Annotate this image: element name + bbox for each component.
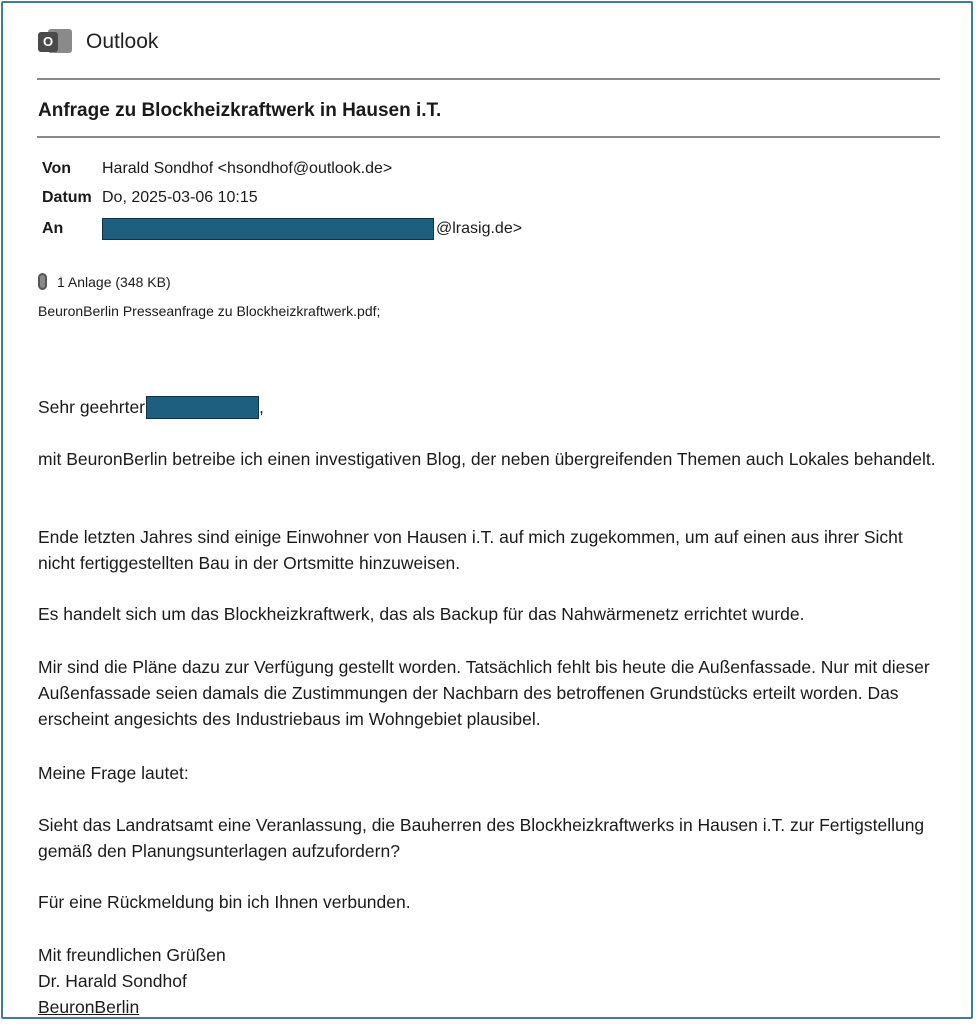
body-paragraph-3: Es handelt sich um das Blockheizkraftwerk, das als Backup für das Nahwärmenetz errichtet wurde. <box>38 604 805 624</box>
body-paragraph-4: Mir sind die Pläne dazu zur Verfügung gestellt worden. Tatsächlich fehlt bis heute die Außenfassade. Nur mit dieser Außenfassade seien damals die Zustimmungen der Nachbarn des betroffenen Grundstücks erteilt worden. Das erscheint angesichts des Industriebaus im Wohngebiet plausibel. <box>38 657 930 729</box>
signature-name: Dr. Harald Sondhof <box>38 971 187 991</box>
email-frame <box>1 1 973 1019</box>
body-paragraph-2: Ende letzten Jahres sind einige Einwohner von Hausen i.T. auf mich zugekommen, um auf einen aus ihrer Sicht nicht fertiggestellten Bau in der Ortsmitte hinzuweisen. <box>38 527 903 573</box>
greeting <box>38 394 938 420</box>
attachment-summary <box>38 273 171 290</box>
to-suffix[interactable]: @lrasig.de> <box>436 220 523 237</box>
body-paragraph-7: Für eine Rückmeldung bin ich Ihnen verbunden. <box>38 892 411 912</box>
divider-subject <box>37 136 940 138</box>
greeting-suffix: , <box>259 397 264 417</box>
paperclip-icon <box>38 273 47 290</box>
outlook-logo-letter: O <box>38 32 58 52</box>
body-paragraph-5: Meine Frage lautet: <box>38 763 189 783</box>
from-label: Von <box>42 160 72 177</box>
email-subject: Anfrage zu Blockheizkraftwerk in Hausen i.T. <box>38 100 442 121</box>
body-paragraph-6: Sieht das Landratsamt eine Veranlassung, die Bauherren des Blockheizkraftwerks in Hausen i.T. zur Fertigstellung gemäß den Planungsunterlagen aufzufordern? <box>38 815 925 861</box>
outlook-logo-icon <box>38 27 72 57</box>
app-name: Outlook <box>86 30 159 53</box>
recipient-redaction <box>102 218 434 240</box>
greeting-prefix: Sehr geehrter <box>38 397 146 417</box>
body-paragraph-1: mit BeuronBerlin betreibe ich einen investigativen Blog, der neben übergreifenden Themen auch Lokales behandelt. <box>38 449 936 469</box>
date-label: Datum <box>42 189 92 206</box>
divider-top <box>37 78 940 80</box>
to-label: An <box>42 220 64 237</box>
to-row <box>42 218 522 240</box>
greeting-redaction <box>146 396 259 419</box>
date-row <box>42 189 258 207</box>
date-value: Do, 2025-03-06 10:15 <box>102 189 258 206</box>
app-header <box>38 26 158 58</box>
attachment-file[interactable]: BeuronBerlin Presseanfrage zu Blockheizkraftwerk.pdf; <box>38 303 381 319</box>
closing-line: Mit freundlichen Grüßen <box>38 945 226 965</box>
signature-link[interactable]: BeuronBerlin <box>38 997 140 1017</box>
from-value[interactable]: Harald Sondhof <hsondhof@outlook.de> <box>102 160 393 177</box>
attachment-count: 1 Anlage (348 KB) <box>57 273 171 290</box>
from-row <box>42 160 392 178</box>
signature-block <box>38 942 938 1020</box>
